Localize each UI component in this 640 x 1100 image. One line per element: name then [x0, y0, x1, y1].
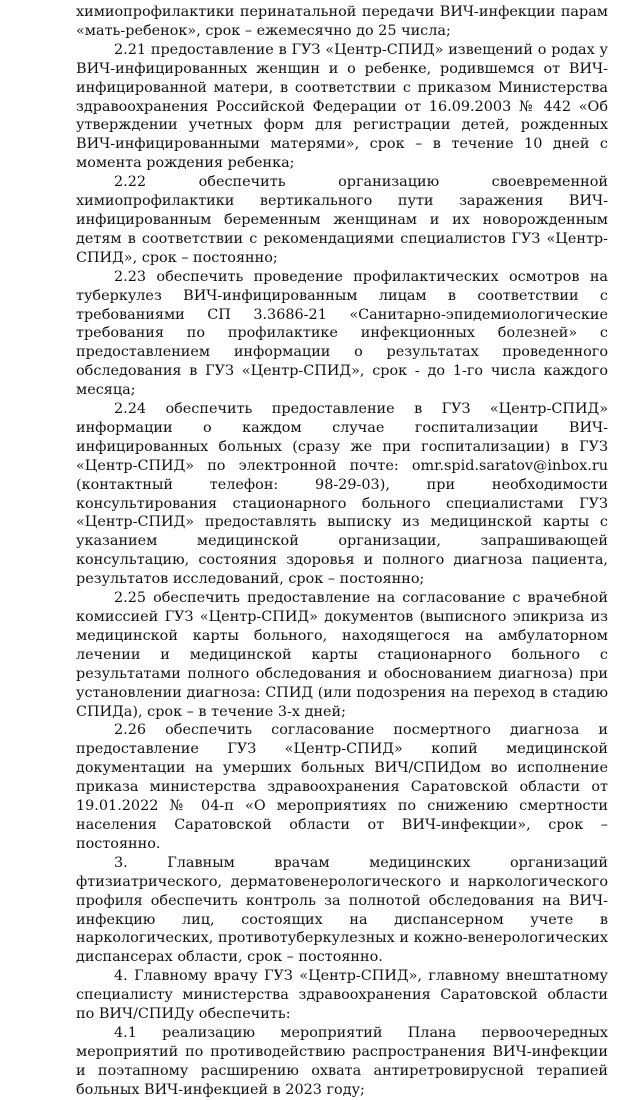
paragraph-2-24: 2.24 обеспечить предоставление в ГУЗ «Центр-СПИД» информации о каждом случае госпитализации ВИЧ-инфицированных больных (сразу же при госпитализации) в ГУЗ «Центр-СПИД» по электронной почте: omr.spid.saratov@inbox.ru (контактный телефон: 98-29-03), при необходимости консультирования стационарного больного специалистами ГУЗ «Центр-СПИД» предоставлять выписку из медицинской карты с указанием медицинской организации, запрашивающей консультацию, состояния здоровья и полного диагноза пациента, результатов исследований, срок – постоянно; — [76, 401, 608, 588]
paragraph-2-22: 2.22 обеспечить организацию своевременной химиопрофилактики вертикального пути заражения ВИЧ-инфицированным беременным женщинам и их новорожденным детям в соответствии с рекомендациями специалистов ГУЗ «Центр-СПИД», срок – постоянно; — [76, 174, 608, 266]
paragraph-continuation: химиопрофилактики перинатальной передачи ВИЧ-инфекции парам «мать-ребенок», срок – ежемесячно до 25 числа; — [76, 4, 608, 39]
paragraph-4-1: 4.1 реализацию мероприятий Плана первоочередных мероприятий по противодействию распространения ВИЧ-инфекции и поэтапному расширению охвата антиретровирусной терапией больных ВИЧ-инфекцией в 2023 году; — [76, 1024, 608, 1098]
paragraph-2-26: 2.26 обеспечить согласование посмертного диагноза и предоставление ГУЗ «Центр-СПИД» копий медицинской документации на умерших больных ВИЧ/СПИДом во исполнение приказа министерства здравоохранения Саратовской области от 19.01.2022 № 04-п «О мероприятиях по снижению смертности населения Саратовской области от ВИЧ-инфекции», срок – постоянно. — [76, 722, 608, 852]
paragraph-2-21: 2.21 предоставление в ГУЗ «Центр-СПИД» извещений о родах у ВИЧ-инфицированных женщин и о ребенке, родившемся от ВИЧ-инфицированной матери, в соответствии с приказом Министерства здравоохранения Российской Федерации от 16.09.2003 № 442 «Об утверждении учетных форм для регистрации детей, рожденных ВИЧ-инфицированными матерями», срок – в течение 10 дней с момента рождения ребенка; — [76, 41, 608, 172]
paragraph-2-25: 2.25 обеспечить предоставление на согласование с врачебной комиссией ГУЗ «Центр-СПИД» документов (выписного эпикриза из медицинской карты больного, находящегося на амбулаторном лечении и медицинской карты стационарного больного с результатами полного обследования и обоснованием диагноза) при установлении диагноза: СПИД (или подозрения на переход в стадию СПИДа), срок – в течение 3-х дней; — [76, 590, 608, 720]
paragraph-3: 3. Главным врачам медицинских организаций фтизиатрического, дерматовенерологического и наркологического профиля обеспечить контроль за полнотой обследования на ВИЧ-инфекцию лиц, состоящих на диспансерном учете в наркологических, противотуберкулезных и кожно-венерологических диспансерах области, срок – постоянно. — [76, 854, 608, 966]
paragraph-4: 4. Главному врачу ГУЗ «Центр-СПИД», главному внештатному специалисту министерства здравоохранения Саратовской области по ВИЧ/СПИДу обеспечить: — [76, 968, 608, 1023]
paragraph-2-23: 2.23 обеспечить проведение профилактических осмотров на туберкулез ВИЧ-инфицированным лицам в соответствии с требованиями СП 3.3686-21 «Санитарно-эпидемиологические требования по профилактике инфекционных болезней» с предоставлением информации о результатах проведенного обследования в ГУЗ «Центр-СПИД», срок - до 1-го числа каждого месяца; — [76, 268, 608, 399]
document-body — [76, 3, 608, 1100]
